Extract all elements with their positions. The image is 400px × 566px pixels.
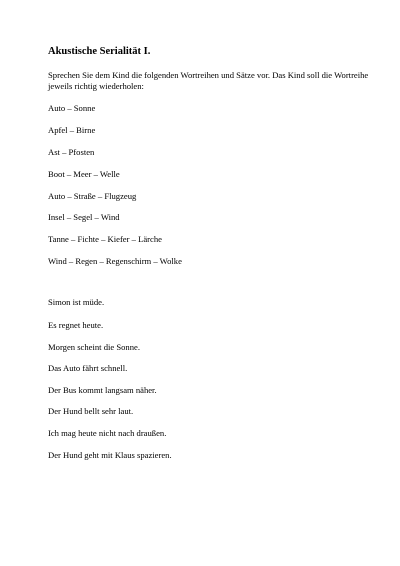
sentence-item: Ich mag heute nicht nach draußen. (48, 428, 167, 438)
document-title: Akustische Serialität I. (48, 46, 151, 57)
sentence-item: Es regnet heute. (48, 320, 104, 330)
word-series-item: Tanne – Fichte – Kiefer – Lärche (48, 234, 162, 244)
sentence-item: Der Hund bellt sehr laut. (48, 406, 134, 416)
word-series-item: Auto – Sonne (48, 103, 96, 113)
sentence-item: Der Bus kommt langsam näher. (48, 385, 157, 395)
sentence-item: Morgen scheint die Sonne. (48, 342, 140, 352)
word-series-item: Ast – Pfosten (48, 147, 95, 157)
sentence-item: Der Hund geht mit Klaus spazieren. (48, 450, 172, 460)
instruction-text: Sprechen Sie dem Kind die folgenden Wortreihen und Sätze vor. Das Kind soll die Wortreihe jeweils richtig wiederholen: (48, 70, 369, 91)
word-series-item: Auto – Straße – Flugzeug (48, 191, 137, 201)
word-series-item: Insel – Segel – Wind (48, 212, 120, 222)
word-series-item: Wind – Regen – Regenschirm – Wolke (48, 256, 182, 266)
sentence-item: Simon ist müde. (48, 297, 105, 307)
word-series-item: Boot – Meer – Welle (48, 169, 120, 179)
sentence-item: Das Auto fährt schnell. (48, 363, 128, 373)
word-series-item: Apfel – Birne (48, 125, 96, 135)
